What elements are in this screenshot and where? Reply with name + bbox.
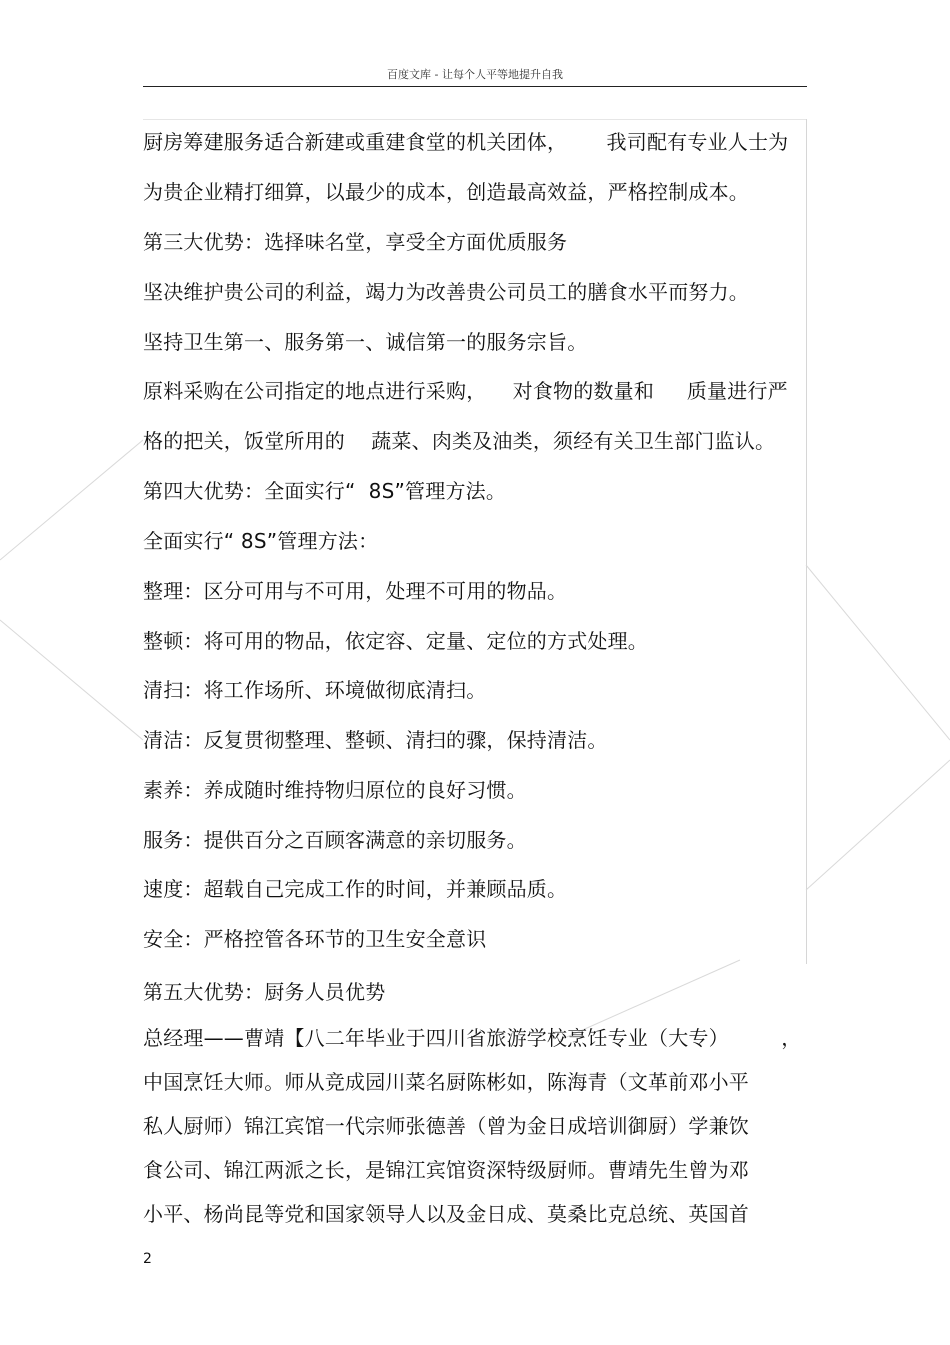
body-line: 格的把关，饭堂所用的 蔬菜、肉类及油类，须经有关卫生部门监认。: [143, 429, 776, 453]
body-line: 小平、杨尚昆等党和国家领导人以及金日成、莫桑比克总统、英国首: [143, 1202, 749, 1226]
body-line: 食公司、锦江两派之长，是锦江宾馆资深特级厨师。曹靖先生曾为邓: [143, 1158, 749, 1182]
body-line: 服务：提供百分之百顾客满意的亲切服务。: [143, 828, 527, 852]
body-line: 素养：养成随时维持物归原位的良好习惯。: [143, 778, 527, 802]
body-line: 原料采购在公司指定的地点进行采购， 对食物的数量和 质量进行严: [143, 379, 788, 403]
body-line: 私人厨师）锦江宾馆一代宗师张德善（曾为金日成培训御厨）学兼饮: [143, 1114, 749, 1138]
body-line: 清扫：将工作场所、环境做彻底清扫。: [143, 678, 487, 702]
body-line: 安全：严格控管各环节的卫生安全意识: [143, 927, 487, 951]
body-line: 坚持卫生第一、服务第一、诚信第一的服务宗旨。: [143, 330, 588, 354]
body-line: 整理：区分可用与不可用，处理不可用的物品。: [143, 579, 568, 603]
body-line: 清洁：反复贯彻整理、整顿、清扫的骤，保持清洁。: [143, 728, 608, 752]
body-line: 总经理——曹靖【八二年毕业于四川省旅游学校烹饪专业（大专） ，: [143, 1026, 802, 1050]
body-line: 整顿：将可用的物品，依定容、定量、定位的方式处理。: [143, 629, 648, 653]
body-line: 第四大优势：全面实行“ 8S”管理方法。: [143, 479, 507, 503]
body-line: 坚决维护贵公司的利益，竭力为改善贵公司员工的膳食水平而努力。: [143, 280, 749, 304]
body-line: 中国烹饪大师。师从竞成园川菜名厨陈彬如，陈海青（文革前邓小平: [143, 1070, 749, 1094]
page-header: 百度文库 - 让每个人平等地提升自我: [387, 68, 563, 81]
body-line: 第五大优势：厨务人员优势: [143, 980, 386, 1004]
body-line: 第三大优势：选择味名堂，享受全方面优质服务: [143, 230, 568, 254]
page-number: 2: [143, 1251, 152, 1267]
body-line: 全面实行“ 8S”管理方法：: [143, 529, 379, 553]
body-line: 厨房筹建服务适合新建或重建食堂的机关团体， 我司配有专业人士为: [143, 130, 789, 154]
body-line: 为贵企业精打细算，以最少的成本，创造最高效益，严格控制成本。: [143, 180, 749, 204]
body-line: 速度：超载自己完成工作的时间，并兼顾品质。: [143, 877, 568, 901]
